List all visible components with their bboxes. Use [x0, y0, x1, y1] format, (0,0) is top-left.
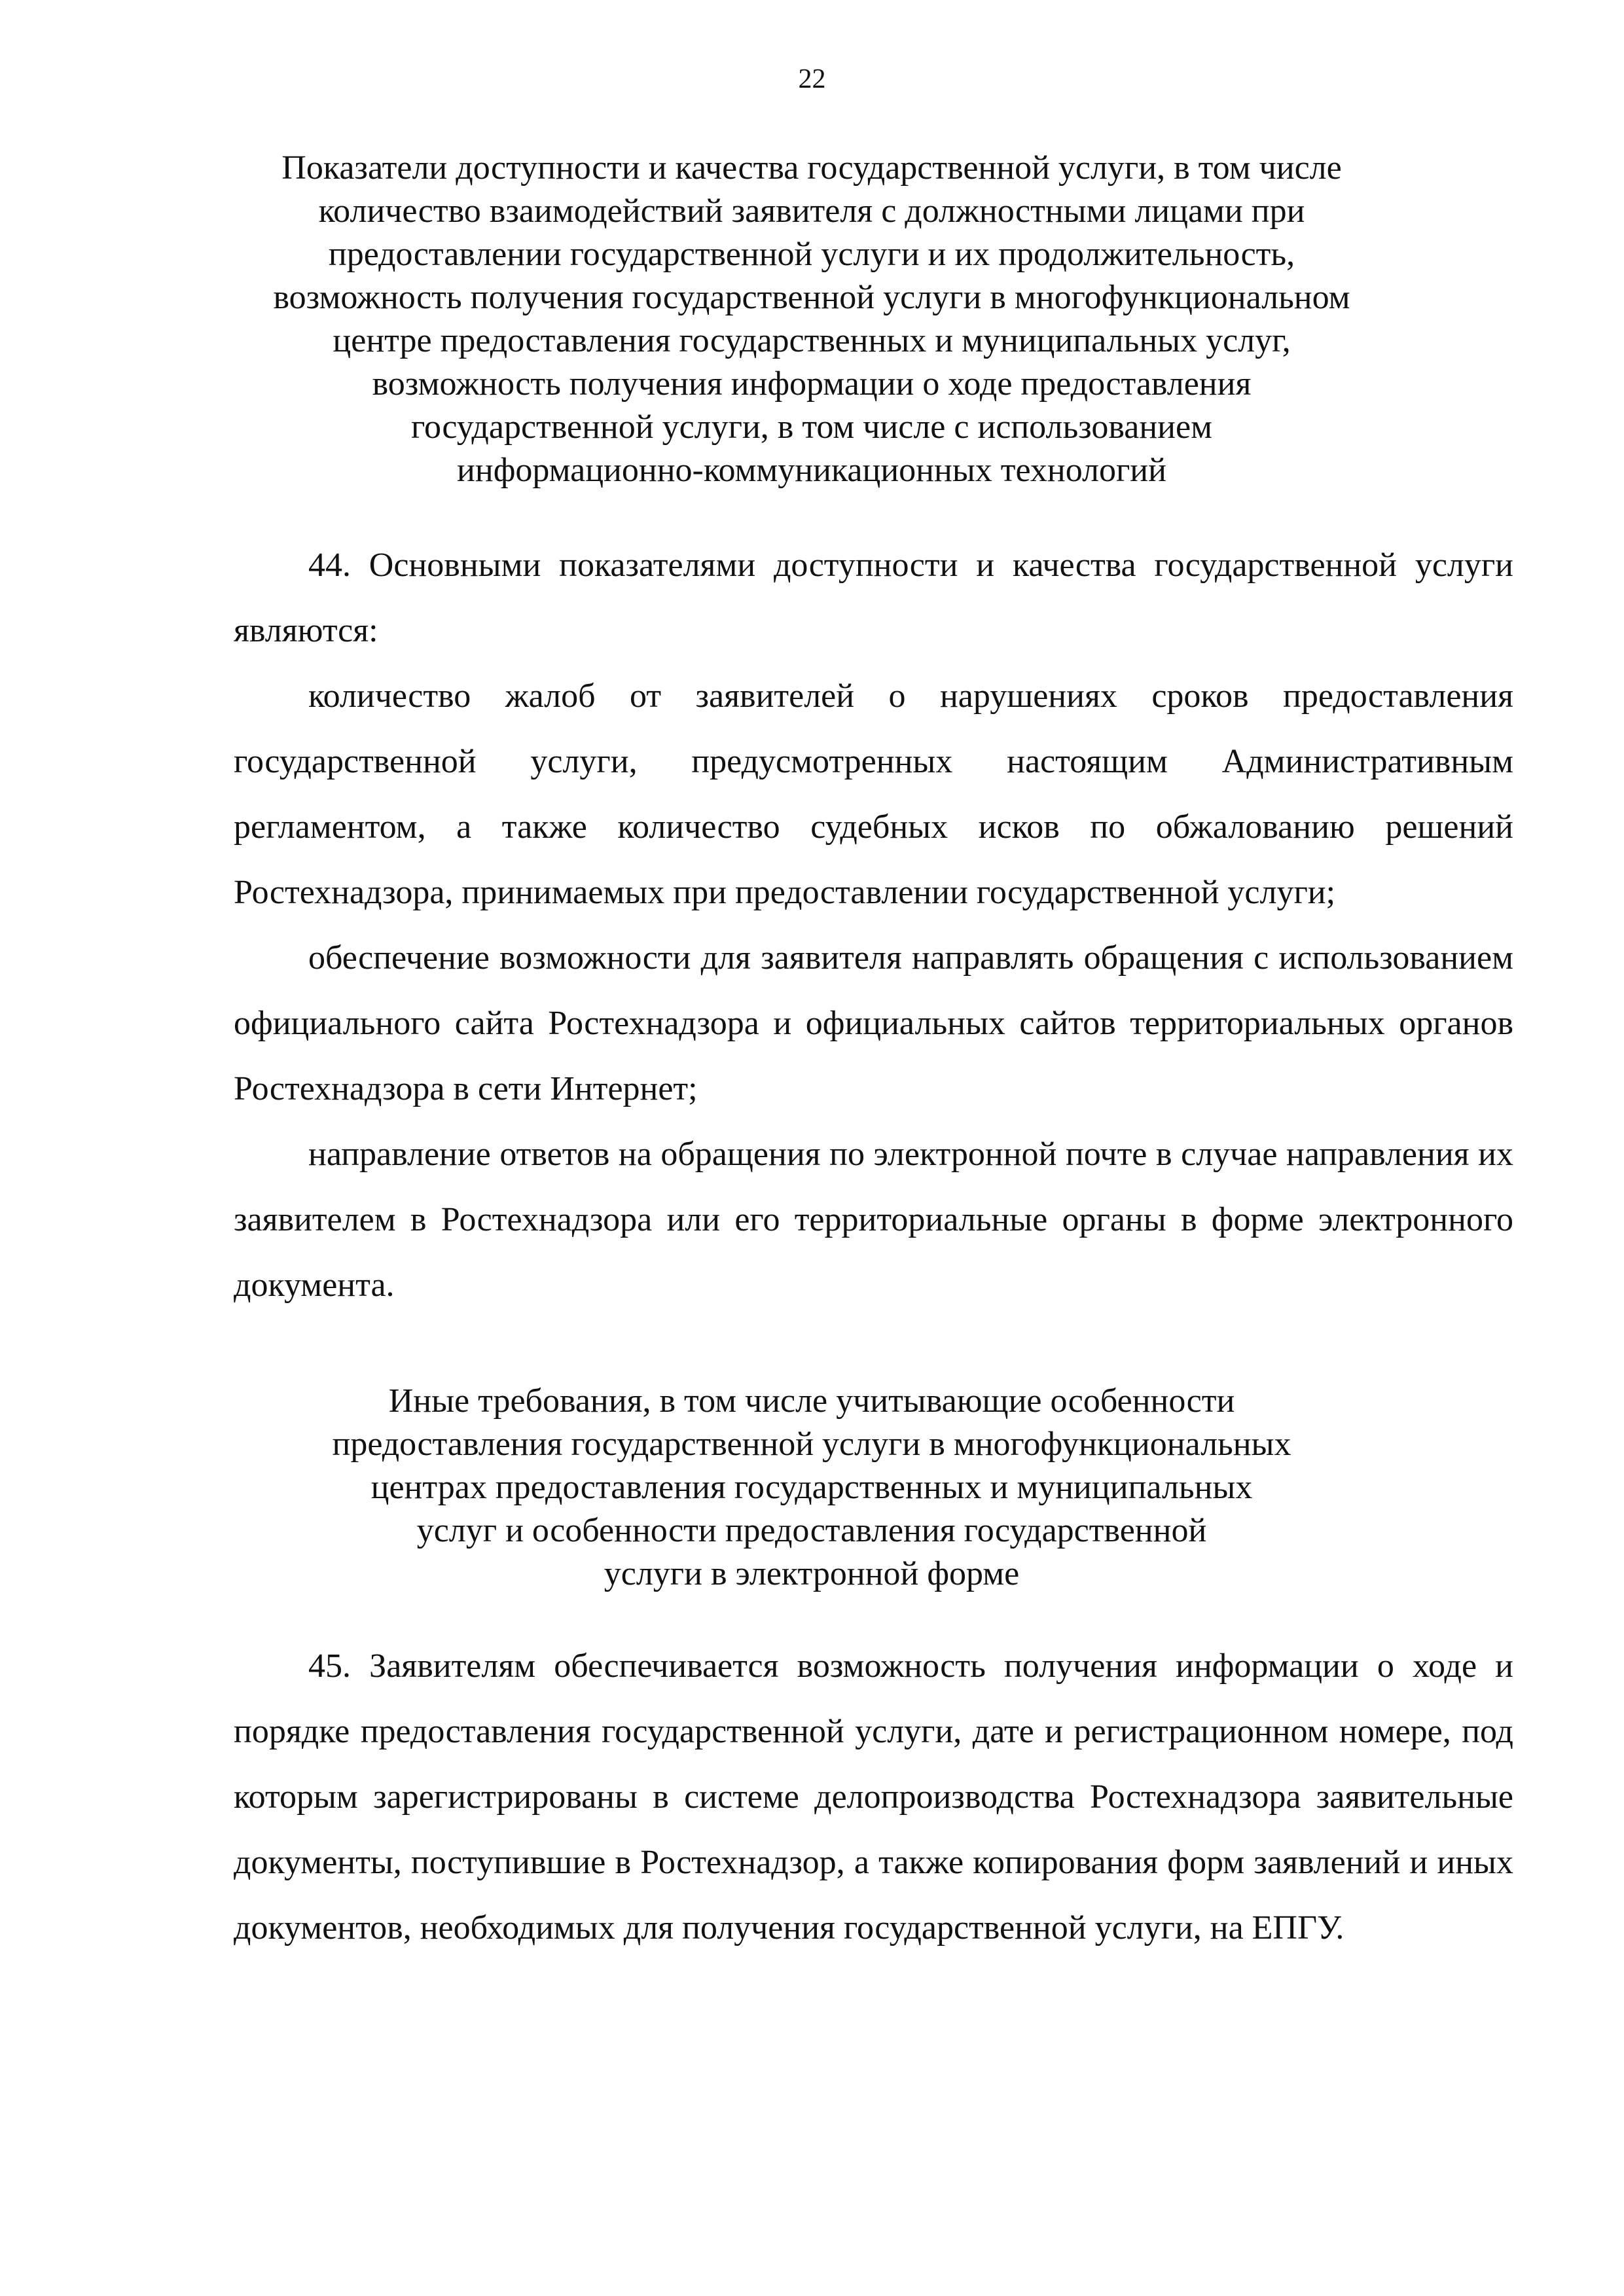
section-44 — [234, 533, 1513, 1318]
heading-line: Показатели доступности и качества государственной услуги, в том числе — [281, 149, 1342, 187]
heading-line: предоставления государственной услуги в многофункциональных — [332, 1426, 1291, 1463]
heading-line: услуг и особенности предоставления государственной — [416, 1512, 1207, 1549]
heading-line: центре предоставления государственных и муниципальных услуг, — [333, 322, 1291, 359]
paragraph-44-item: обеспечение возможности для заявителя направлять обращения с использованием официального сайта Ростехнадзора и официальных сайтов территориальных органов Ростехнадзора в сети Интернет; — [234, 939, 1513, 1107]
paragraph-44-item: количество жалоб от заявителей о нарушениях сроков предоставления государственной услуги, предусмотренных настоящим Административным регламентом, а также количество судебных исков по обжалованию решений Ростехнадзора, принимаемых при предоставлении государственной услуги; — [234, 677, 1513, 911]
heading-line: государственной услуги, в том числе с использованием — [410, 408, 1212, 446]
page-number: 22 — [798, 64, 826, 94]
heading-line: Иные требования, в том числе учитывающие особенности — [388, 1382, 1235, 1420]
heading-line: количество взаимодействий заявителя с должностными лицами при — [318, 192, 1305, 230]
paragraph-44-intro: 44. Основными показателями доступности и качества государственной услуги являются: — [234, 547, 1513, 649]
section-heading-other-requirements — [196, 1380, 1427, 1596]
paragraph-45: 45. Заявителям обеспечивается возможность получения информации о ходе и порядке предоставления государственной услуги, дате и регистрационном номере, под которым зарегистрированы в системе делопроизводства Ростехнадзора заявительные документы, поступившие в Ростехнадзор, а также копирования форм заявлений и иных документов, необходимых для получения государственной услуги, на ЕПГУ. — [234, 1647, 1513, 1946]
heading-line: возможность получения информации о ходе предоставления — [372, 365, 1252, 403]
section-heading-accessibility — [196, 147, 1427, 492]
section-45 — [234, 1634, 1513, 1961]
heading-line: предоставлении государственной услуги и их продолжительность, — [328, 236, 1295, 273]
heading-line: услуги в электронной форме — [604, 1555, 1020, 1592]
heading-line: центрах предоставления государственных и муниципальных — [370, 1469, 1253, 1506]
heading-line: информационно-коммуникационных технологий — [457, 452, 1166, 489]
paragraph-44-item: направление ответов на обращения по электронной почте в случае направления их заявителем в Ростехнадзора или его территориальные органы в форме электронного документа. — [234, 1136, 1513, 1304]
heading-line: возможность получения государственной услуги в многофункциональном — [273, 279, 1350, 316]
